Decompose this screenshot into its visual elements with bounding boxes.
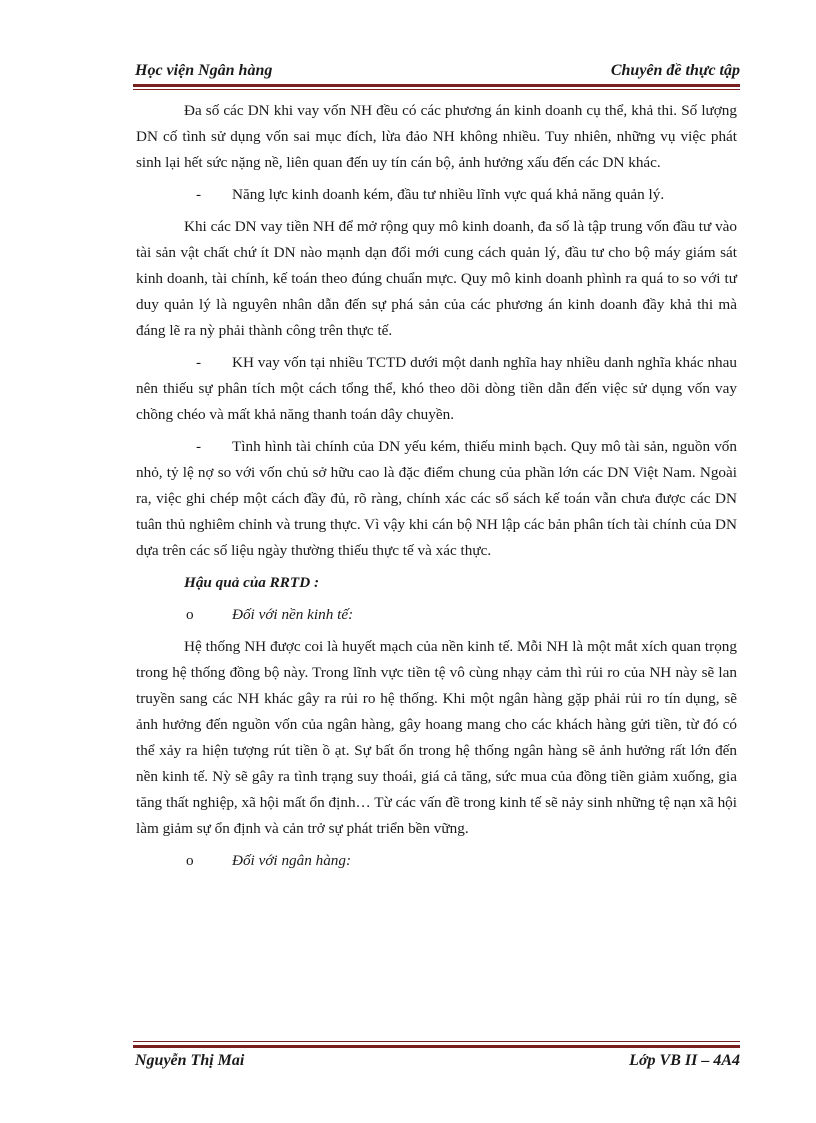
bullet-item bbox=[136, 182, 737, 208]
paragraph: Hệ thống NH được coi là huyết mạch của nền kinh tế. Mỗi NH là một mắt xích quan trọng trong hệ thống đồng bộ này. Trong lĩnh vực tiền tệ vô cùng nhạy cảm thì rủi ro của NH này sẽ lan truyền sang các NH khác gây ra rủi ro hệ thống. Khi một ngân hàng gặp phải rủi ro tín dụng, sẽ ảnh hưởng đến nguồn vốn của ngân hàng, gây hoang mang cho các khách hàng gửi tiền, từ đó có thể xảy ra hiện tượng rút tiền ồ ạt. Sự bất ổn trong hệ thống ngân hàng sẽ ảnh hưởng rất lớn đến nền kinh tế. Nỳ sẽ gây ra tình trạng suy thoái, giá cả tăng, sức mua của đồng tiền giảm xuống, gia tăng thất nghiệp, xã hội mất ổn định… Từ các vấn đề trong kinh tế sẽ nảy sinh những tệ nạn xã hội làm giảm sự ổn định và cản trở sự phát triển bền vững. bbox=[136, 638, 737, 837]
section-heading: Hậu quả của RRTD : bbox=[184, 574, 320, 591]
header-document-type: Chuyên đề thực tập bbox=[610, 62, 740, 79]
page-body bbox=[136, 98, 737, 880]
sub-heading-item bbox=[136, 602, 737, 628]
circle-bullet: o bbox=[186, 852, 194, 869]
sub-heading-text: Đối với ngân hàng: bbox=[232, 852, 352, 869]
sub-heading-text: Đối với nền kinh tế: bbox=[232, 606, 354, 623]
paragraph: Đa số các DN khi vay vốn NH đều có các phương án kinh doanh cụ thể, khả thi. Số lượng DN cố tình sử dụng vốn sai mục đích, lừa đảo NH không nhiều. Tuy nhiên, những vụ việc phát sinh lại hết sức nặng nề, liên quan đến uy tín cán bộ, ảnh hưởng xấu đến các DN khác. bbox=[136, 102, 737, 171]
paragraph: Khi các DN vay tiền NH để mở rộng quy mô kinh doanh, đa số là tập trung vốn đầu tư vào tài sản vật chất chứ ít DN nào mạnh dạn đổi mới cung cách quản lý, đầu tư cho bộ máy giám sát kinh doanh, tài chính, kế toán theo đúng chuẩn mực. Quy mô kinh doanh phình ra quá to so với tư duy quản lý là nguyên nhân dẫn đến sự phá sản của các phương án kinh doanh đầy khả thi mà đáng lẽ ra nỳ phải thành công trên thực tế. bbox=[136, 218, 737, 339]
dash-bullet: - bbox=[196, 438, 202, 455]
bullet-text: KH vay vốn tại nhiều TCTD dưới một danh nghĩa hay nhiều danh nghĩa khác nhau nên thiếu sự phân tích một cách tổng thể, khó theo dõi dòng tiền dẫn đến việc sử dụng vốn vay chồng chéo và mất khả năng thanh toán dây chuyền. bbox=[136, 354, 737, 423]
bullet-item bbox=[136, 434, 737, 564]
bullet-text: Tình hình tài chính của DN yếu kém, thiếu minh bạch. Quy mô tài sản, nguồn vốn nhỏ, tỷ lệ nợ so với vốn chủ sở hữu cao là đặc điểm chung của phần lớn các DN Việt Nam. Ngoài ra, việc ghi chép một cách đầy đủ, rõ ràng, chính xác các sổ sách kế toán vẫn chưa được các DN tuân thủ nghiêm chỉnh và trung thực. Vì vậy khi cán bộ NH lập các bản phân tích tài chính của DN dựa trên các số liệu ngày thường thiếu thực tế và xác thực. bbox=[136, 438, 737, 559]
bullet-text: Năng lực kinh doanh kém, đầu tư nhiều lĩnh vực quá khả năng quản lý. bbox=[232, 186, 665, 203]
dash-bullet: - bbox=[196, 186, 202, 203]
footer-author: Nguyễn Thị Mai bbox=[135, 1052, 245, 1069]
footer-class: Lớp VB II – 4A4 bbox=[629, 1052, 740, 1069]
footer-rule-thin bbox=[133, 1041, 740, 1042]
sub-heading-item bbox=[136, 848, 737, 874]
header-rule-thin bbox=[133, 89, 740, 90]
page-header bbox=[133, 58, 740, 84]
circle-bullet: o bbox=[186, 606, 194, 623]
header-institution: Học viện Ngân hàng bbox=[135, 62, 273, 79]
dash-bullet: - bbox=[196, 354, 202, 371]
header-rule-thick bbox=[133, 84, 740, 87]
page-footer bbox=[133, 1052, 740, 1078]
footer-rule-thick bbox=[133, 1045, 740, 1048]
bullet-item bbox=[136, 350, 737, 428]
